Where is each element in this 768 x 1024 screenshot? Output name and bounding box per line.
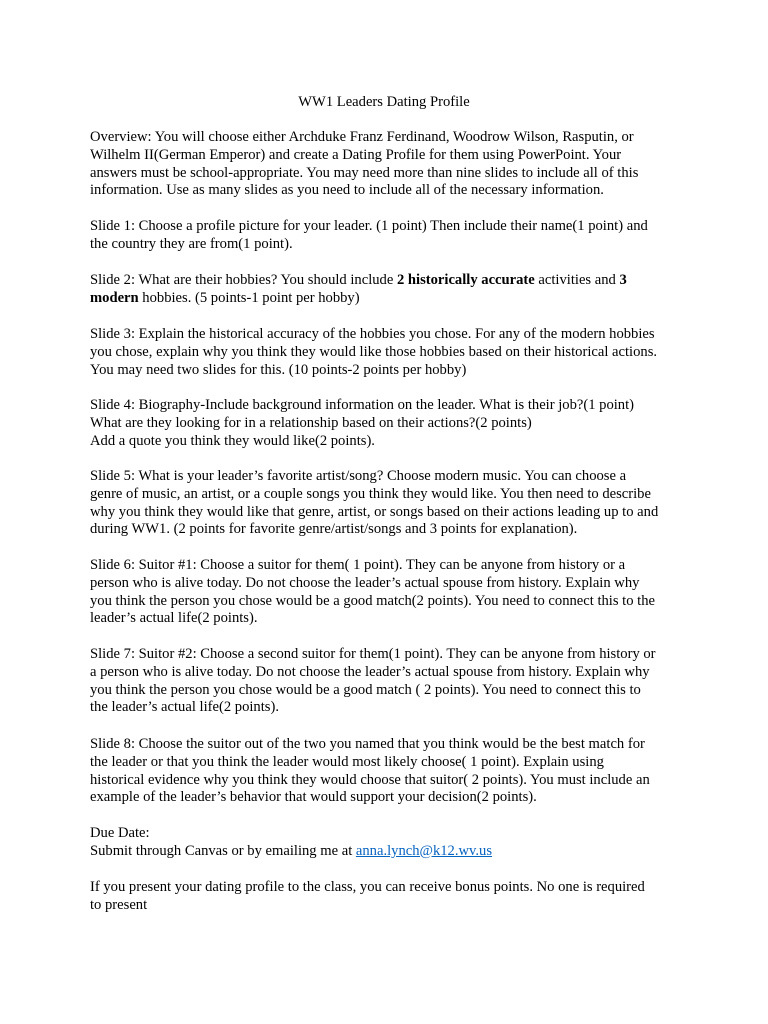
slide-2-text: activities and xyxy=(534,272,620,288)
due-date-paragraph xyxy=(90,825,690,861)
slide-6-line: you think the person you chose would be a good match(2 points). You need to connect this to the xyxy=(90,592,656,609)
slide-5-line: why you think they would like that genre, artist, or songs based on their actions leading up to and xyxy=(90,503,659,520)
slide-4-line: What are they looking for in a relationship based on their actions?(2 points) xyxy=(90,414,532,431)
slide-7-line: the leader’s actual life(2 points). xyxy=(90,699,279,716)
slide-2-emphasis: modern xyxy=(90,289,139,306)
bonus-line: to present xyxy=(90,896,148,913)
slide-2-emphasis: 3 xyxy=(619,272,627,288)
slide-7-line: you think the person you chose would be a good match ( 2 points). You need to connect this to xyxy=(90,681,641,698)
overview-line: Overview: You will choose either Archduke Franz Ferdinand, Woodrow Wilson, Rasputin, or xyxy=(90,129,634,145)
bonus-line: If you present your dating profile to the class, you can receive bonus points. No one is required xyxy=(90,879,645,895)
slide-8-line: historical evidence why you think they would choose that suitor( 2 points). You must include an xyxy=(90,771,650,788)
slide-6-paragraph xyxy=(90,557,690,628)
slide-2-emphasis: 2 historically accurate xyxy=(396,272,535,288)
slide-6-line: leader’s actual life(2 points). xyxy=(90,610,258,627)
slide-3-line: you chose, explain why you think they would like those hobbies based on their historical actions. xyxy=(90,343,658,360)
submit-text: Submit through Canvas or by emailing me at xyxy=(90,842,356,859)
slide-3-line: Slide 3: Explain the historical accuracy of the hobbies you chose. For any of the modern hobbies xyxy=(90,326,655,342)
slide-1-paragraph xyxy=(90,218,690,254)
slide-7-paragraph xyxy=(90,646,690,717)
slide-4-line: Slide 4: Biography-Include background information on the leader. What is their job?(1 point) xyxy=(90,397,635,413)
overview-paragraph xyxy=(90,129,690,200)
slide-2-line xyxy=(90,272,690,290)
slide-8-line: example of the leader’s behavior that would support your decision(2 points). xyxy=(90,789,537,806)
slide-5-paragraph xyxy=(90,468,690,539)
slide-3-line: You may need two slides for this. (10 points-2 points per hobby) xyxy=(90,361,467,378)
slide-2-text: hobbies. (5 points-1 point per hobby) xyxy=(138,289,360,306)
slide-5-line: during WW1. (2 points for favorite genre/artist/songs and 3 points for explanation). xyxy=(90,521,578,538)
slide-8-line: Slide 8: Choose the suitor out of the two you named that you think would be the best match for xyxy=(90,736,645,752)
due-date-label: Due Date: xyxy=(90,825,150,841)
slide-5-line: genre of music, an artist, or a couple songs you think they would like. You then need to describe xyxy=(90,485,651,502)
slide-2-text: Slide 2: What are their hobbies? You should include xyxy=(90,272,397,288)
slide-1-line: Slide 1: Choose a profile picture for your leader. (1 point) Then include their name(1 point) and xyxy=(90,218,648,234)
slide-6-line: person who is alive today. Do not choose the leader’s actual spouse from history. Explain why xyxy=(90,574,640,591)
slide-2-paragraph xyxy=(90,272,690,308)
slide-4-paragraph xyxy=(90,397,690,450)
overview-line: answers must be school-appropriate. You may need more than nine slides to include all of this xyxy=(90,164,639,181)
slide-2-line xyxy=(90,290,690,308)
overview-line: information. Use as many slides as you need to include all of the necessary information. xyxy=(90,182,604,199)
slide-1-line: the country they are from(1 point). xyxy=(90,235,293,252)
slide-3-paragraph xyxy=(90,326,690,379)
submit-line xyxy=(90,843,690,861)
slide-8-paragraph xyxy=(90,736,690,807)
overview-line: Wilhelm II(German Emperor) and create a Dating Profile for them using PowerPoint. Your xyxy=(90,146,622,163)
document-title: WW1 Leaders Dating Profile xyxy=(298,94,470,110)
slide-4-line: Add a quote you think they would like(2 points). xyxy=(90,432,375,449)
email-link[interactable]: anna.lynch@k12.wv.us xyxy=(355,842,493,859)
slide-7-line: a person who is alive today. Do not choose the leader’s actual spouse from history. Explain why xyxy=(90,663,650,680)
slide-8-line: the leader or that you think the leader would most likely choose( 1 point). Explain using xyxy=(90,753,604,770)
bonus-paragraph xyxy=(90,879,690,915)
slide-5-line: Slide 5: What is your leader’s favorite artist/song? Choose modern music. You can choose a xyxy=(90,468,627,484)
slide-7-line: Slide 7: Suitor #2: Choose a second suitor for them(1 point). They can be anyone from history or xyxy=(90,646,656,662)
slide-6-line: Slide 6: Suitor #1: Choose a suitor for them( 1 point). They can be anyone from history or a xyxy=(90,557,626,573)
